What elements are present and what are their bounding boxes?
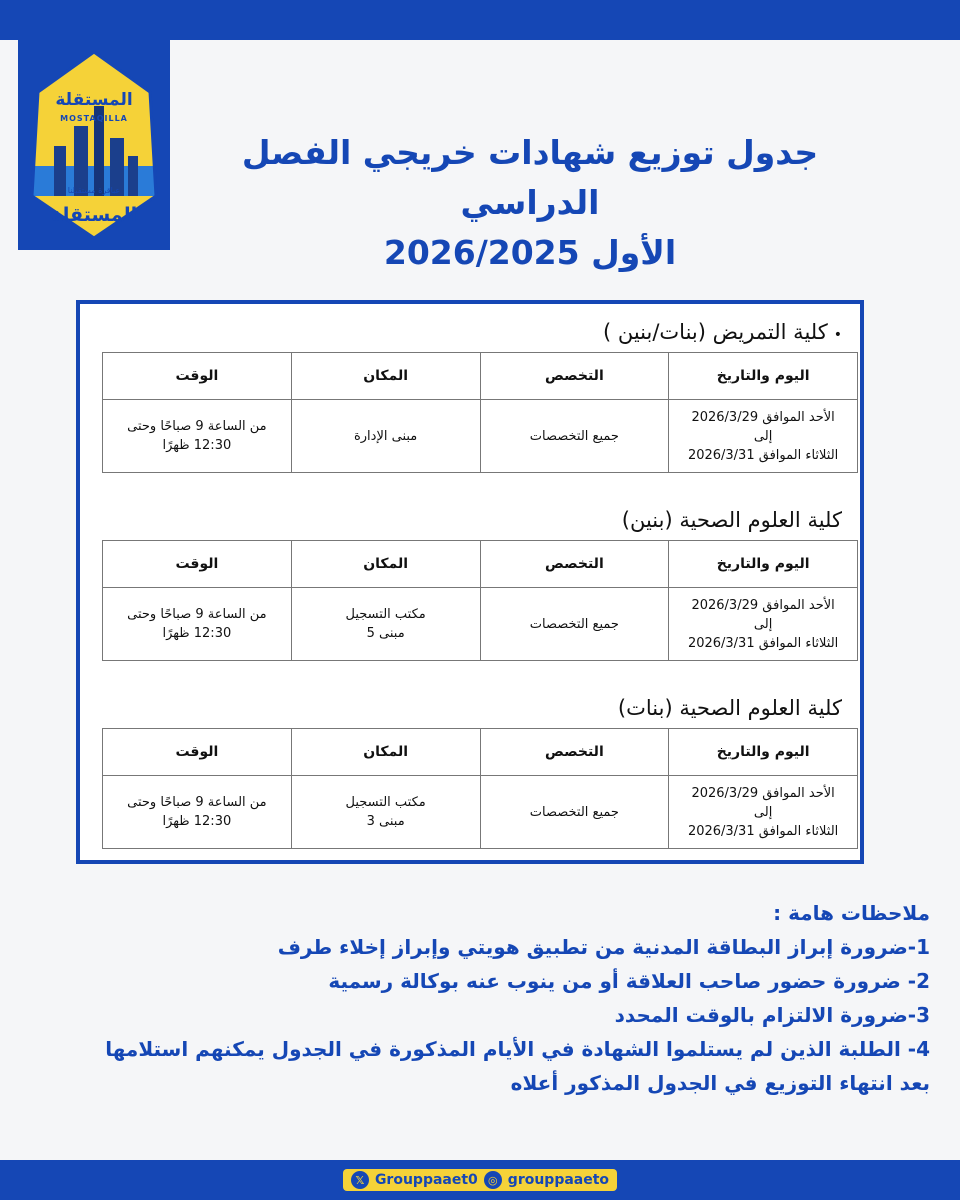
section-title-nursing [603, 320, 842, 344]
cell-day-date [669, 588, 858, 661]
time-line-2: 12:30 ظهرًا [162, 814, 232, 829]
header-place: المكان [291, 729, 480, 776]
header-place: المكان [291, 353, 480, 400]
logo-text-top: المستقلة [55, 90, 133, 110]
cell-place [291, 588, 480, 661]
schedule-table-nursing [102, 352, 858, 473]
cell-time [103, 588, 292, 661]
table-row [103, 776, 858, 849]
cell-specialization: جميع التخصصات [480, 400, 669, 473]
note-item-4: 4- الطلبة الذين لم يستلموا الشهادة في الأيام المذكورة في الجدول يمكنهم استلامها [105, 1037, 930, 1061]
note-item-1: 1-ضرورة إبراز البطاقة المدنية من تطبيق هويتي وإبراز إخلاء طرف [277, 935, 930, 959]
place-line-1: مبنى الإدارة [353, 428, 418, 444]
schedule-table-health-boys [102, 540, 858, 661]
date-end: الثلاثاء الموافق 2026/3/31 [687, 447, 839, 463]
x-icon[interactable]: 𝕏 [351, 1171, 369, 1189]
title-line-2: الأول 2026/2025 [383, 233, 677, 272]
header-specialization: التخصص [480, 541, 669, 588]
header-day-date: اليوم والتاريخ [669, 541, 858, 588]
time-line-2: 12:30 ظهرًا [162, 626, 232, 641]
header-day-date: اليوم والتاريخ [669, 729, 858, 776]
date-start: الأحد الموافق 2026/3/29 [691, 597, 835, 613]
social-handles [343, 1169, 617, 1191]
section-title-text: كلية التمريض (بنات/بنين ) [602, 320, 828, 344]
table-header-row [103, 729, 858, 776]
cell-place [291, 776, 480, 849]
time-line-1: من الساعة 9 صباحًا وحتى [127, 419, 267, 434]
header-day-date: اليوم والتاريخ [669, 353, 858, 400]
place-line-2: مبنى 5 [366, 626, 405, 641]
place-line-1: مكتب التسجيل [345, 607, 426, 622]
time-line-1: من الساعة 9 صباحًا وحتى [127, 607, 267, 622]
note-item-3: 3-ضرورة الالتزام بالوقت المحدد [614, 1003, 930, 1027]
date-to: إلى [753, 804, 773, 820]
header-place: المكان [291, 541, 480, 588]
x-handle[interactable]: Grouppaaet0 [374, 1172, 478, 1188]
header-specialization: التخصص [480, 353, 669, 400]
section-title-health-boys [622, 508, 842, 532]
schedule-frame [76, 300, 864, 864]
page-title [170, 128, 890, 278]
time-line-2: 12:30 ظهرًا [162, 438, 232, 453]
cell-time [103, 776, 292, 849]
section-title-text: كلية العلوم الصحية (بنات) [617, 696, 842, 720]
important-notes [30, 896, 930, 1100]
bullet-icon: • [833, 327, 842, 343]
title-line-1: جدول توزيع شهادات خريجي الفصل الدراسي [241, 133, 819, 222]
logo-tab [18, 40, 170, 250]
schedule-table-health-girls [102, 728, 858, 849]
note-item-2: 2- ضرورة حضور صاحب العلاقة أو من ينوب عنه بوكالة رسمية [328, 969, 930, 993]
cell-specialization: جميع التخصصات [480, 588, 669, 661]
table-row [103, 400, 858, 473]
place-line-2: مبنى 3 [366, 814, 405, 829]
note-item-4-continued: بعد انتهاء التوزيع في الجدول المذكور أعلاه [510, 1071, 930, 1095]
place-line-1: مكتب التسجيل [345, 795, 426, 810]
time-line-1: من الساعة 9 صباحًا وحتى [127, 795, 267, 810]
table-header-row [103, 353, 858, 400]
table-row [103, 588, 858, 661]
date-end: الثلاثاء الموافق 2026/3/31 [687, 823, 839, 839]
header-time: الوقت [103, 541, 292, 588]
logo-tagline: عباقرة مستقبلنا [67, 186, 121, 195]
cell-day-date [669, 776, 858, 849]
date-end: الثلاثاء الموافق 2026/3/31 [687, 635, 839, 651]
notes-heading: ملاحظات هامة : [773, 901, 930, 925]
logo-text-bottom: المستقلة [50, 204, 138, 226]
table-header-row [103, 541, 858, 588]
instagram-icon[interactable]: ◎ [484, 1171, 502, 1189]
date-start: الأحد الموافق 2026/3/29 [691, 409, 835, 425]
header-specialization: التخصص [480, 729, 669, 776]
mostaqilla-logo [24, 46, 164, 242]
logo-text-latin: MOSTAQILLA [60, 114, 128, 123]
date-start: الأحد الموافق 2026/3/29 [691, 785, 835, 801]
instagram-handle[interactable]: grouppaaeto [507, 1172, 610, 1188]
header-time: الوقت [103, 353, 292, 400]
header-time: الوقت [103, 729, 292, 776]
cell-time [103, 400, 292, 473]
top-banner [0, 0, 960, 40]
date-to: إلى [753, 428, 773, 444]
cell-day-date [669, 400, 858, 473]
bottom-banner [0, 1160, 960, 1200]
date-to: إلى [753, 616, 773, 632]
cell-specialization: جميع التخصصات [480, 776, 669, 849]
section-title-text: كلية العلوم الصحية (بنين) [621, 508, 842, 532]
cell-place [291, 400, 480, 473]
section-title-health-girls [618, 696, 842, 720]
